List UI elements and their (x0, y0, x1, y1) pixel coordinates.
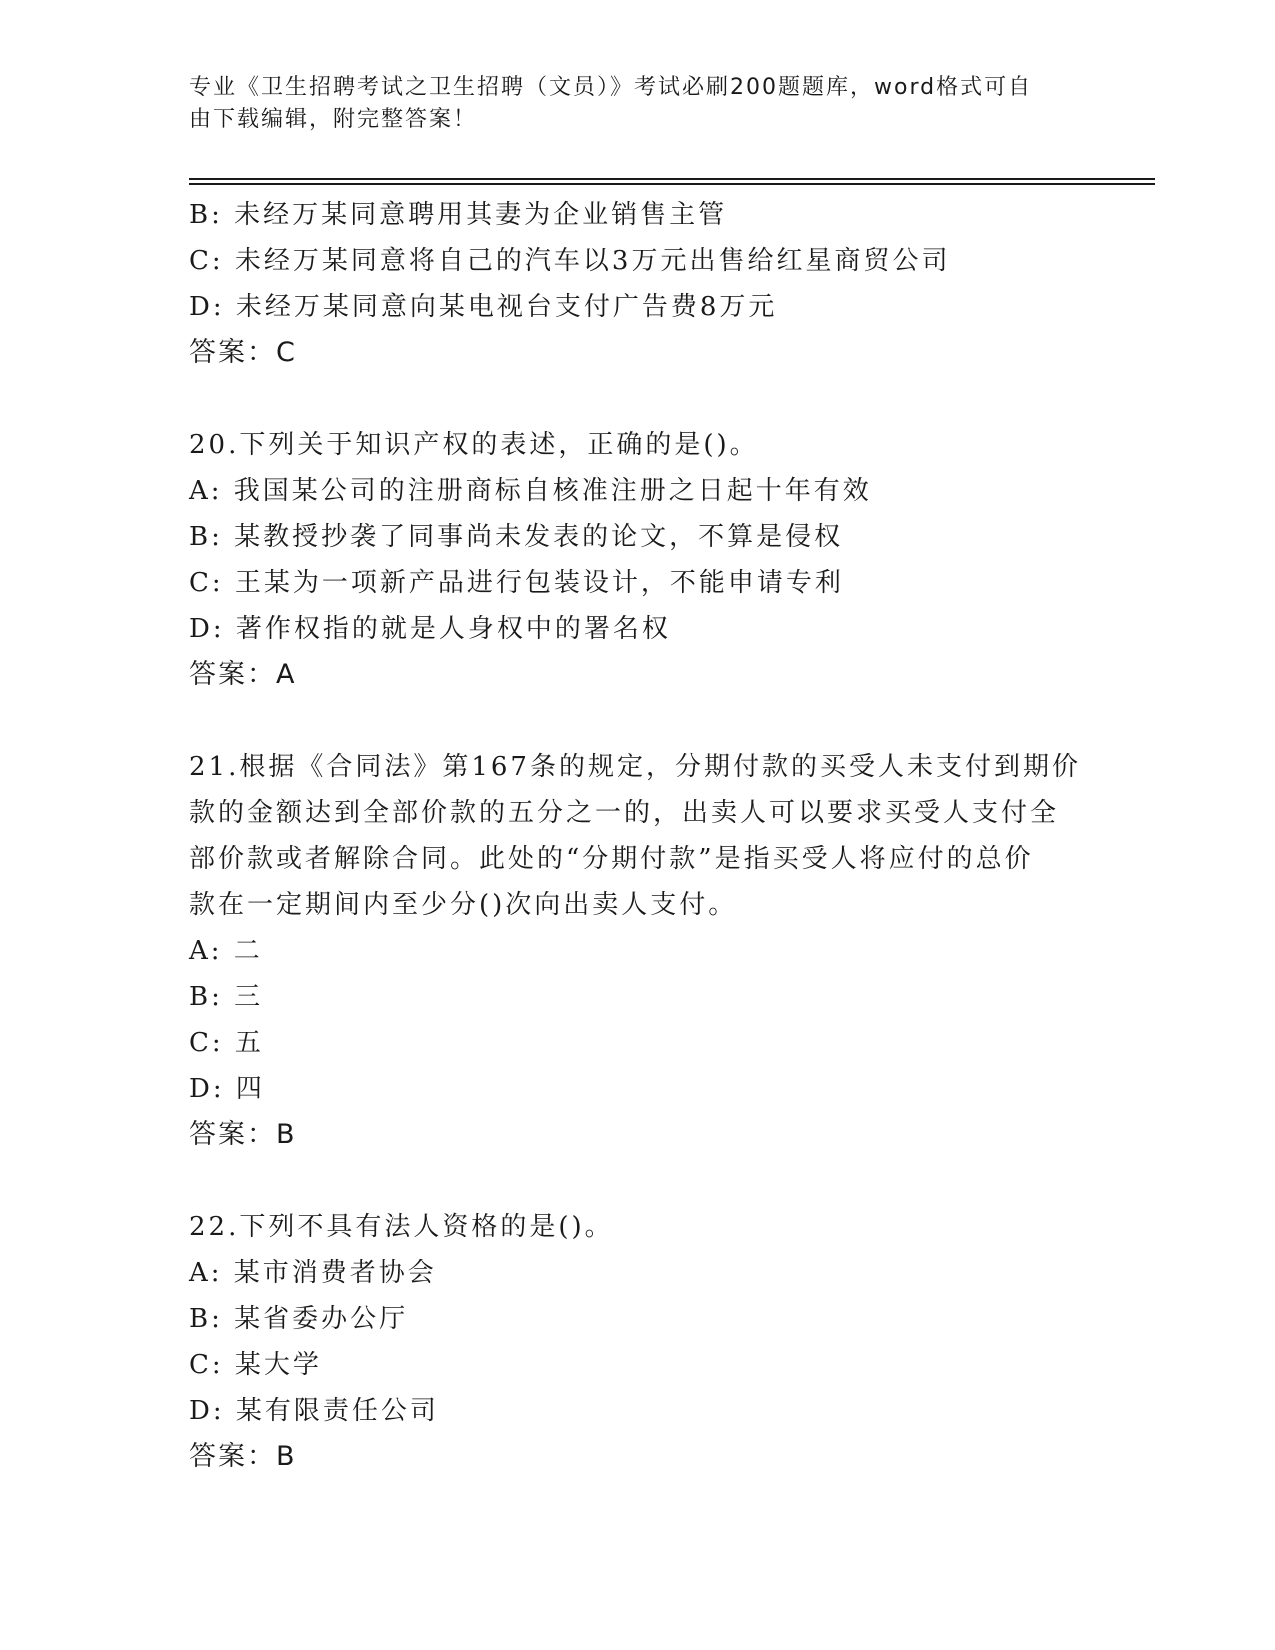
spacer (189, 698, 1089, 744)
document-header (189, 72, 1089, 136)
question-stem (189, 744, 1089, 928)
answer-line: 答案：B (189, 1441, 297, 1472)
option-c: C: 王某为一项新产品进行包装设计，不能申请专利 (189, 568, 844, 598)
option-c: C: 某大学 (189, 1350, 322, 1380)
answer-line: 答案：A (189, 659, 297, 690)
spacer (189, 376, 1089, 422)
stem-line: 21.根据《合同法》第167条的规定，分期付款的买受人未支付到期价 (189, 752, 1081, 782)
option-d: D: 未经万某同意向某电视台支付广告费8万元 (189, 292, 778, 322)
header-divider-top (189, 178, 1155, 180)
header-divider-bottom (189, 183, 1155, 185)
question-19 (189, 192, 1089, 376)
option-b: B: 未经万某同意聘用其妻为企业销售主管 (189, 200, 728, 230)
header-line-1: 专业《卫生招聘考试之卫生招聘（文员）》考试必刷200题题库，word格式可自 (189, 75, 1033, 100)
option-b: B: 某省委办公厅 (189, 1304, 409, 1334)
question-20 (189, 422, 1089, 698)
spacer (189, 1158, 1089, 1204)
question-stem (189, 1204, 1089, 1250)
document-body (189, 192, 1089, 1480)
option-a: A: 二 (189, 936, 263, 966)
option-a: A: 某市消费者协会 (189, 1258, 437, 1288)
question-stem (189, 422, 1089, 468)
answer-line: 答案：B (189, 1119, 297, 1150)
option-c: C: 未经万某同意将自己的汽车以3万元出售给红星商贸公司 (189, 246, 951, 276)
stem-line: 部价款或者解除合同。此处的“分期付款”是指买受人将应付的总价 (189, 844, 1034, 874)
option-d: D: 著作权指的就是人身权中的署名权 (189, 614, 671, 644)
option-d: D: 某有限责任公司 (189, 1396, 439, 1426)
stem-line: 款的金额达到全部价款的五分之一的，出卖人可以要求买受人支付全 (189, 798, 1060, 828)
option-b: B: 三 (189, 982, 264, 1012)
option-a: A: 我国某公司的注册商标自核准注册之日起十年有效 (189, 476, 872, 506)
answer-line: 答案：C (189, 337, 297, 368)
header-line-2: 由下载编辑，附完整答案！ (189, 107, 478, 132)
stem-line: 22.下列不具有法人资格的是()。 (189, 1212, 614, 1242)
option-b: B: 某教授抄袭了同事尚未发表的论文，不算是侵权 (189, 522, 844, 552)
stem-line: 款在一定期间内至少分()次向出卖人支付。 (189, 890, 738, 920)
question-21 (189, 744, 1089, 1158)
stem-line: 20.下列关于知识产权的表述，正确的是()。 (189, 430, 759, 460)
question-22 (189, 1204, 1089, 1480)
option-d: D: 四 (189, 1074, 265, 1104)
option-c: C: 五 (189, 1028, 264, 1058)
